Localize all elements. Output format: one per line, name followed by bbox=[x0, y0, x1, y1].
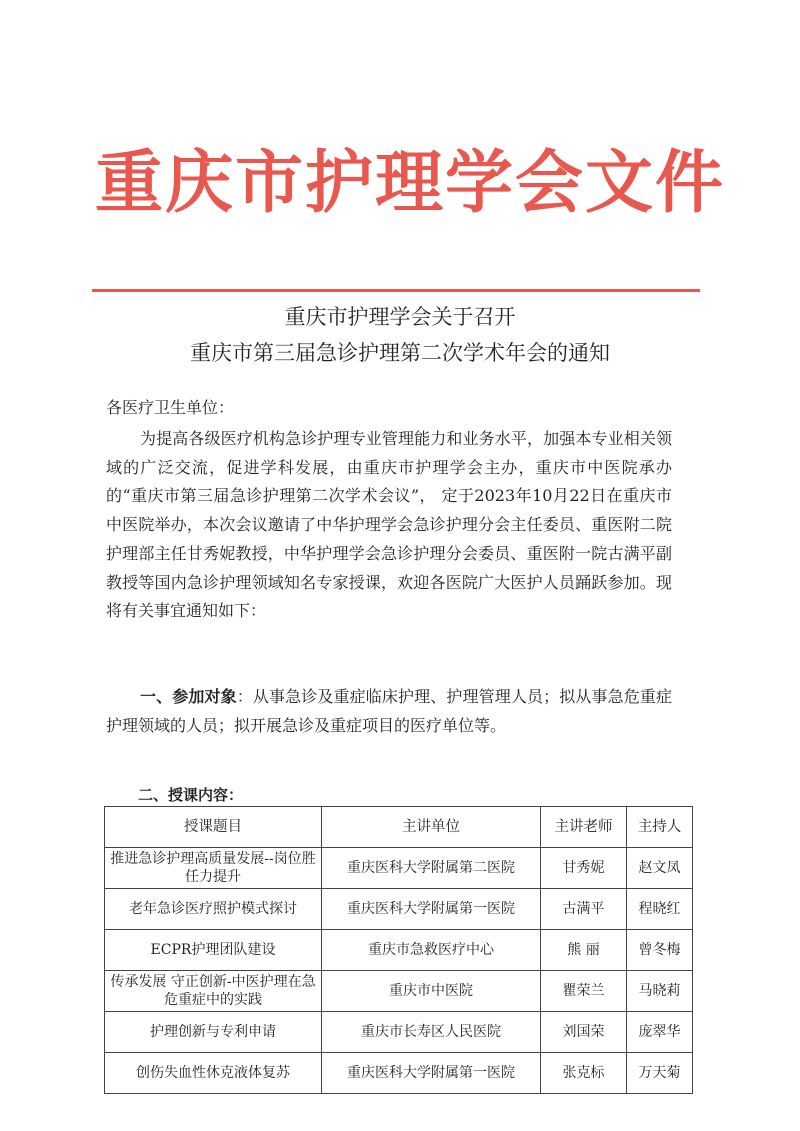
header-topic: 授课题目 bbox=[105, 807, 322, 848]
cell-host: 马晓莉 bbox=[627, 971, 693, 1012]
salutation: 各医疗卫生单位： bbox=[106, 398, 235, 417]
table-row bbox=[105, 930, 693, 971]
cell-host: 万天菊 bbox=[627, 1053, 693, 1094]
cell-lecturer: 甘秀妮 bbox=[541, 848, 627, 889]
cell-topic: 老年急诊医疗照护模式探讨 bbox=[105, 889, 322, 930]
cell-topic: ECPR护理团队建设 bbox=[105, 930, 322, 971]
course-table bbox=[104, 806, 693, 1094]
cell-lecturer: 刘国荣 bbox=[541, 1012, 627, 1053]
cell-host: 庞翠华 bbox=[627, 1012, 693, 1053]
table-row bbox=[105, 1012, 693, 1053]
table-row bbox=[105, 1053, 693, 1094]
header-lecturer: 主讲老师 bbox=[541, 807, 627, 848]
table-row bbox=[105, 889, 693, 930]
table-header-row bbox=[105, 807, 693, 848]
cell-unit: 重庆市长寿区人民医院 bbox=[322, 1012, 541, 1053]
cell-unit: 重庆医科大学附属第一医院 bbox=[322, 1053, 541, 1094]
cell-unit: 重庆市急救医疗中心 bbox=[322, 930, 541, 971]
header-host: 主持人 bbox=[627, 807, 693, 848]
cell-topic: 传承发展 守正创新-中医护理在急危重症中的实践 bbox=[105, 971, 322, 1012]
section-course-heading: 二、授课内容： bbox=[138, 786, 244, 804]
notice-title-line2: 重庆市第三届急诊护理第二次学术年会的通知 bbox=[190, 341, 610, 365]
cell-lecturer: 古满平 bbox=[541, 889, 627, 930]
cell-lecturer: 熊 丽 bbox=[541, 930, 627, 971]
cell-topic: 推进急诊护理高质量发展--岗位胜任力提升 bbox=[105, 848, 322, 889]
cell-host: 赵文凤 bbox=[627, 848, 693, 889]
cell-host: 程晓红 bbox=[627, 889, 693, 930]
table-row bbox=[105, 848, 693, 889]
section-participants-heading: 一、参加对象 bbox=[140, 687, 237, 706]
table-row bbox=[105, 971, 693, 1012]
notice-title-line1: 重庆市护理学会关于召开 bbox=[284, 305, 516, 329]
cell-unit: 重庆医科大学附属第二医院 bbox=[322, 848, 541, 889]
section-participants-text: ：从事急诊及重症临床护理、护理管理人员；拟从事急危重症护理领域的人员；拟开展急诊及重症项目的医疗单位等。 bbox=[106, 687, 672, 735]
cell-lecturer: 张克标 bbox=[541, 1053, 627, 1094]
cell-lecturer: 瞿荣兰 bbox=[541, 971, 627, 1012]
body-paragraph: 为提高各级医疗机构急诊护理专业管理能力和业务水平，加强本专业相关领域的广泛交流，促进学科发展，由重庆市护理学会主办，重庆市中医院承办的“重庆市第三届急诊护理第二次学术会议”， 定于2023年10月22日在重庆市中医院举办，本次会议邀请了中华护理学会急诊护理分会主任委员、重医附二院护理部主任甘秀妮教授，中华护理学会急诊护理分会委员、重医附一院古满平副教授等国内急诊护理领域知名专家授课，欢迎各医院广大医护人员踊跃参加。现将有关事宜通知如下： bbox=[106, 429, 672, 621]
header-unit: 主讲单位 bbox=[322, 807, 541, 848]
header-divider bbox=[92, 289, 700, 292]
cell-unit: 重庆医科大学附属第一医院 bbox=[322, 889, 541, 930]
section-participants bbox=[106, 683, 672, 740]
cell-unit: 重庆市中医院 bbox=[322, 971, 541, 1012]
masthead-title: 重庆市护理学会文件 bbox=[95, 143, 726, 223]
cell-topic: 护理创新与专利申请 bbox=[105, 1012, 322, 1053]
cell-host: 曾冬梅 bbox=[627, 930, 693, 971]
cell-topic: 创伤失血性休克液体复苏 bbox=[105, 1053, 322, 1094]
